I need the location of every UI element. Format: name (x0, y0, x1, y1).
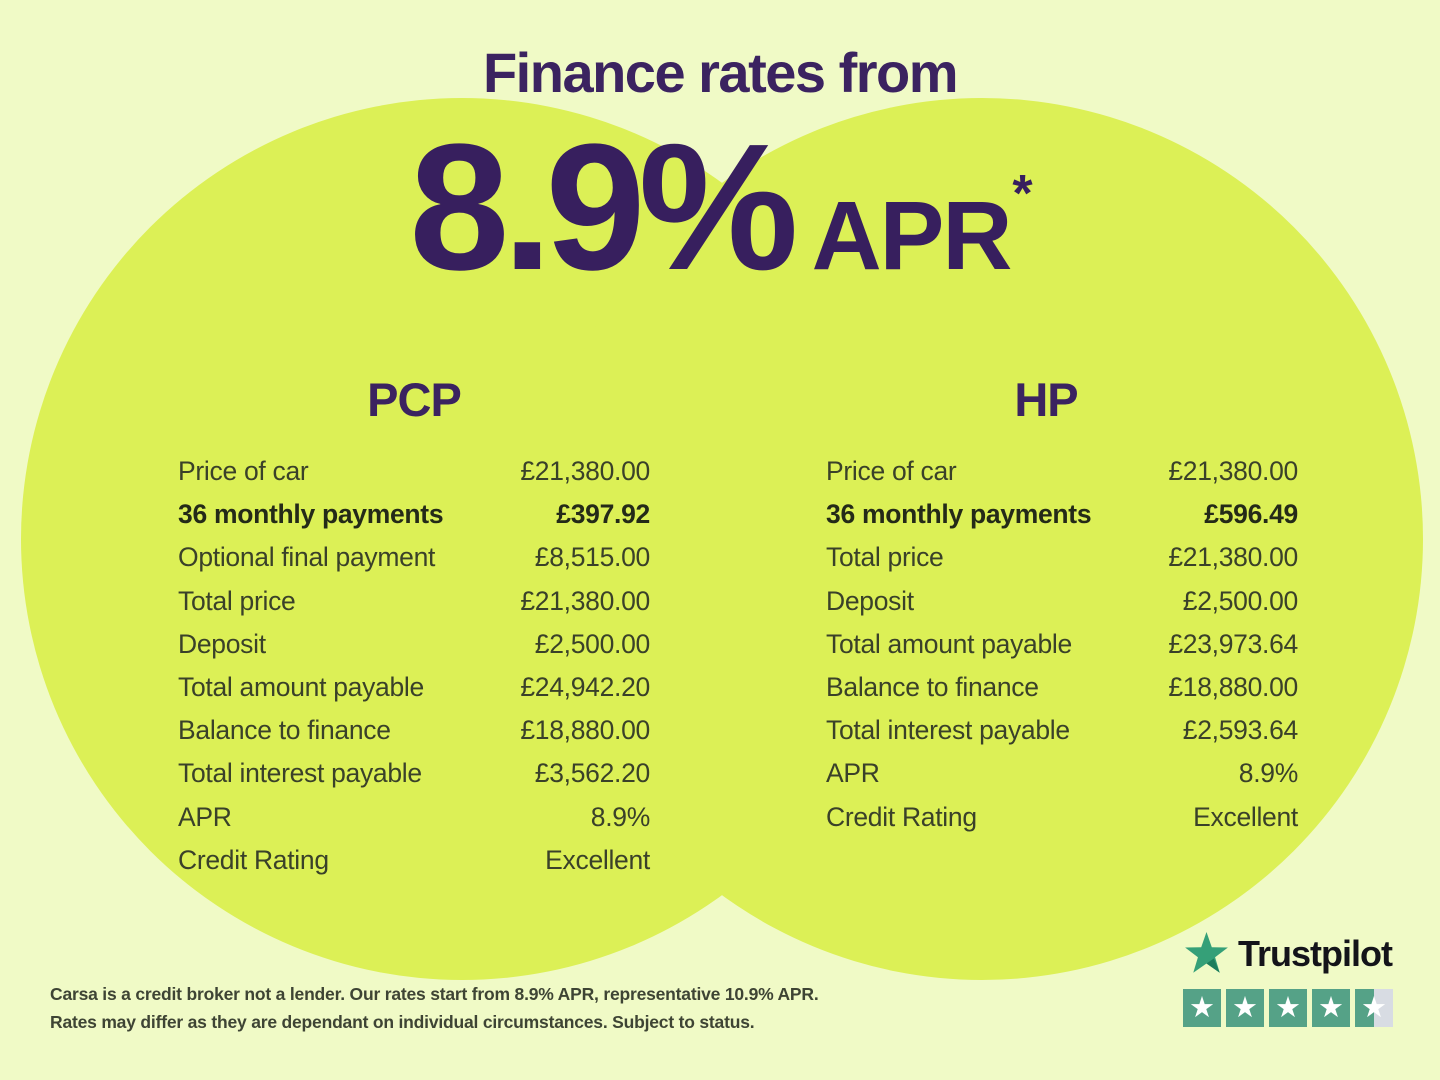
row-value: £21,380.00 (1168, 542, 1298, 573)
row-value: £21,380.00 (520, 456, 650, 487)
table-row (826, 752, 1298, 795)
row-value: £23,973.64 (1168, 628, 1298, 659)
row-label: Total interest payable (826, 715, 1070, 746)
table-row (178, 623, 650, 666)
rate-suffix-label: APR (811, 181, 1011, 290)
pcp-column-title: PCP (367, 373, 461, 426)
rate-suffix (811, 165, 1031, 290)
star-icon: ★ (1183, 989, 1221, 1027)
row-value: £2,500.00 (534, 628, 650, 659)
rate-value: 8.9% (409, 107, 792, 308)
star-icon: ★ (1312, 989, 1350, 1027)
row-value: £2,500.00 (1182, 585, 1298, 616)
table-row (826, 450, 1298, 493)
row-value: Excellent (1193, 801, 1298, 832)
row-label: Price of car (178, 456, 309, 487)
row-label: Total interest payable (178, 758, 422, 789)
row-value: £24,942.20 (520, 672, 650, 703)
row-value: £21,380.00 (1168, 456, 1298, 487)
star-icon: ★ (1269, 989, 1307, 1027)
table-row (178, 493, 650, 536)
trustpilot-rating-stars (1183, 989, 1395, 1027)
table-row (826, 623, 1298, 666)
row-value: £397.92 (556, 499, 650, 530)
row-label: Deposit (826, 585, 914, 616)
hp-column-title: HP (1014, 373, 1078, 426)
table-row (178, 752, 650, 795)
table-row (826, 493, 1298, 536)
table-row (826, 709, 1298, 752)
trustpilot-wordmark: Trustpilot (1238, 932, 1392, 974)
trustpilot-star-icon (1183, 930, 1230, 977)
row-value: Excellent (545, 844, 650, 875)
table-row (826, 666, 1298, 709)
row-value: £596.49 (1204, 499, 1298, 530)
row-value: £18,880.00 (520, 715, 650, 746)
row-label: Deposit (178, 628, 266, 659)
row-label: Credit Rating (178, 844, 329, 875)
row-label: APR (826, 758, 880, 789)
row-label: Balance to finance (178, 715, 391, 746)
asterisk: * (1012, 165, 1031, 223)
row-label: Total price (826, 542, 944, 573)
trustpilot-brand (1183, 930, 1395, 977)
row-label: APR (178, 801, 232, 832)
pcp-table (178, 450, 650, 882)
row-label: Balance to finance (826, 672, 1039, 703)
row-label: 36 monthly payments (178, 499, 444, 530)
row-label: Total amount payable (826, 628, 1072, 659)
disclaimer (50, 980, 818, 1036)
row-label: 36 monthly payments (826, 499, 1092, 530)
row-value: £2,593.64 (1182, 715, 1298, 746)
headline-rate (0, 107, 1440, 308)
row-value: 8.9% (590, 801, 650, 832)
table-row (178, 536, 650, 579)
row-label: Credit Rating (826, 801, 977, 832)
table-row (826, 796, 1298, 839)
row-value: £18,880.00 (1168, 672, 1298, 703)
row-label: Price of car (826, 456, 957, 487)
row-label: Total price (178, 585, 296, 616)
hp-table (826, 450, 1298, 839)
row-label: Optional final payment (178, 542, 436, 573)
table-row (178, 666, 650, 709)
row-value: £8,515.00 (534, 542, 650, 573)
row-value: £3,562.20 (534, 758, 650, 789)
star-icon: ★ (1226, 989, 1264, 1027)
table-row (178, 796, 650, 839)
trustpilot-badge (1183, 930, 1395, 1027)
row-label: Total amount payable (178, 672, 424, 703)
table-row (826, 580, 1298, 623)
row-value: £21,380.00 (520, 585, 650, 616)
table-row (826, 536, 1298, 579)
half-star-icon: ★ (1355, 989, 1393, 1027)
table-row (178, 709, 650, 752)
table-row (178, 580, 650, 623)
row-value: 8.9% (1238, 758, 1298, 789)
table-row (178, 450, 650, 493)
disclaimer-line-2: Rates may differ as they are dependant on individual circumstances. Subject to status. (50, 1012, 755, 1032)
disclaimer-line-1: Carsa is a credit broker not a lender. Our rates start from 8.9% APR, representative 10.9% APR. (50, 984, 819, 1004)
table-row (178, 839, 650, 882)
page-title: Finance rates from (482, 41, 958, 104)
